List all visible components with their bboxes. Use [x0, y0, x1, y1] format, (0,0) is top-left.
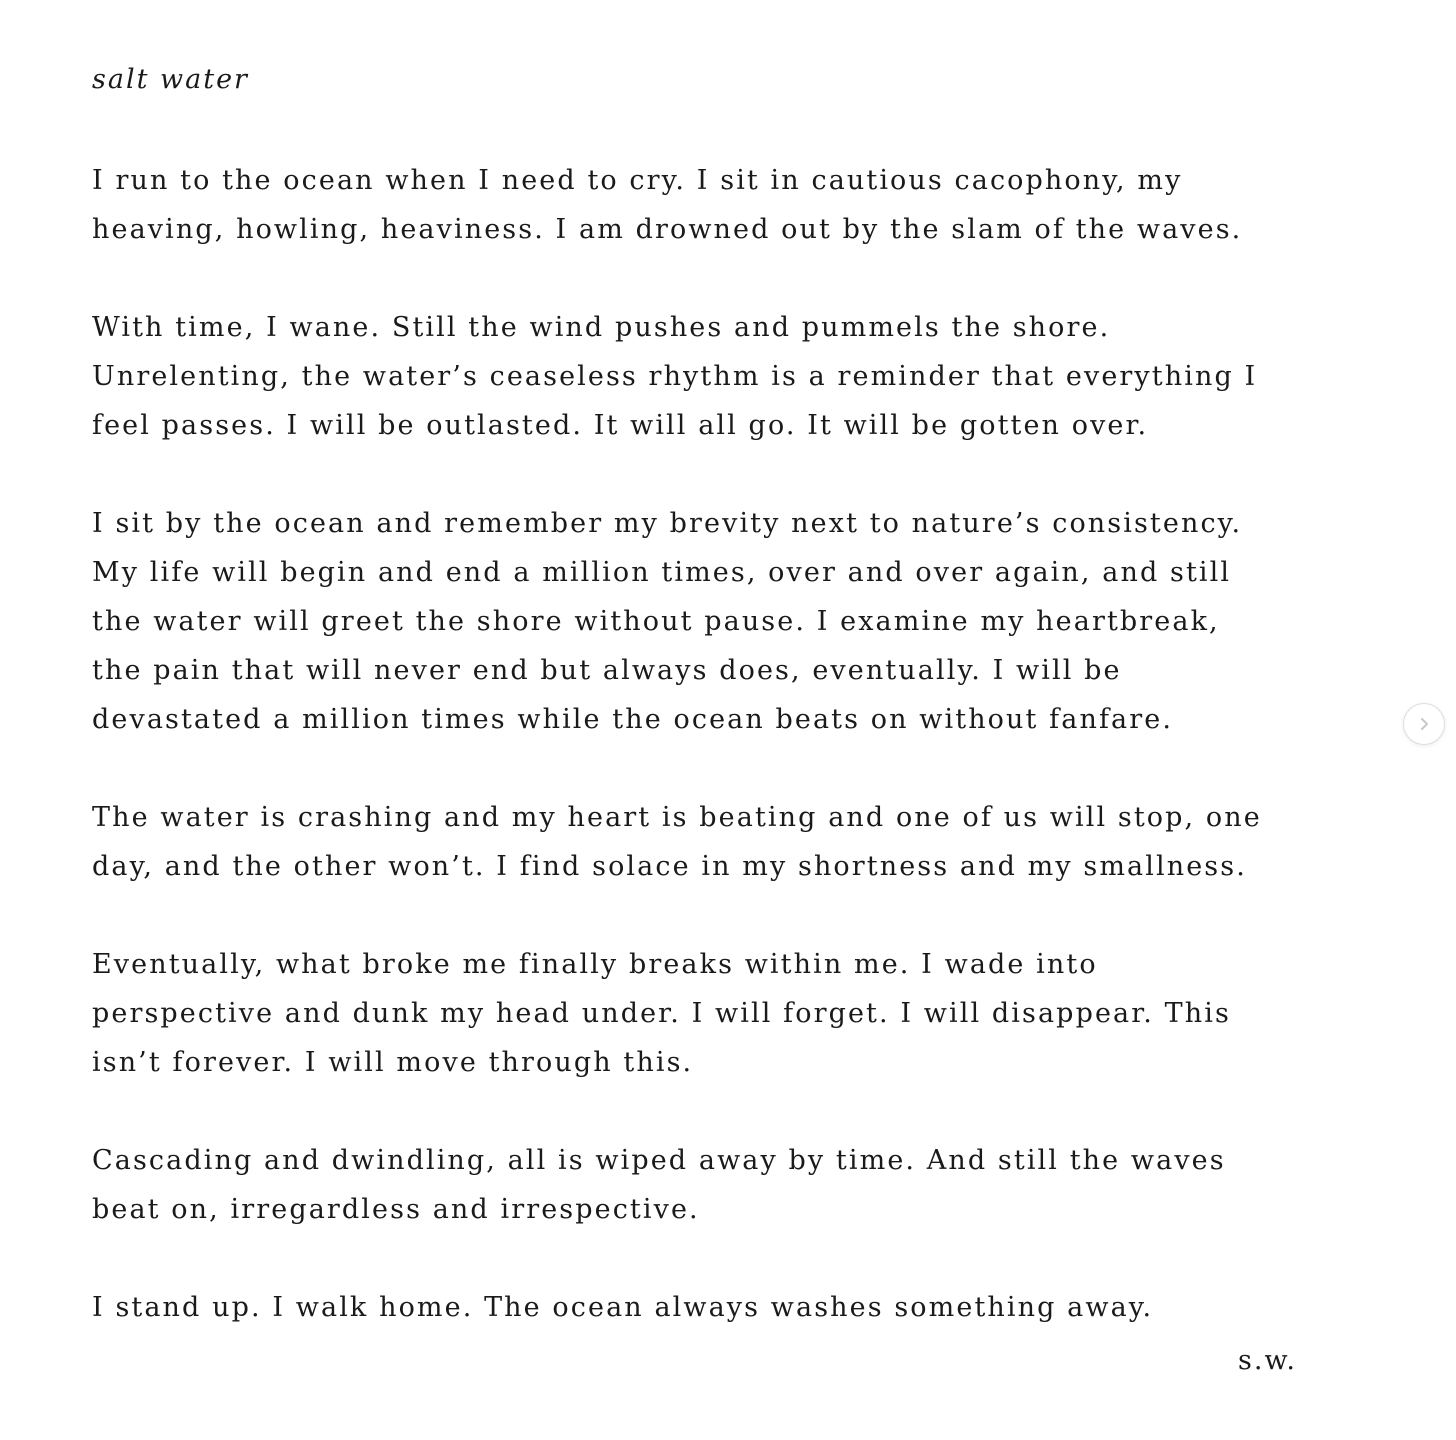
paragraph-line: the pain that will never end but always does, eventually. I will be: [92, 655, 1122, 686]
paragraph-line: beat on, irregardless and irrespective.: [92, 1194, 700, 1225]
paragraph-line: I run to the ocean when I need to cry. I sit in cautious cacophony, my: [92, 165, 1183, 196]
paragraph-line: perspective and dunk my head under. I will forget. I will disappear. This: [92, 998, 1231, 1029]
poem-body: [92, 156, 1392, 1381]
paragraph-line: Unrelenting, the water’s ceaseless rhythm is a reminder that everything I: [92, 361, 1258, 392]
poem-title: salt water: [92, 64, 249, 95]
chevron-right-icon: [1417, 717, 1431, 731]
paragraph-line: I sit by the ocean and remember my brevity next to nature’s consistency.: [92, 508, 1243, 539]
paragraph: [92, 499, 1392, 744]
poem-page: [92, 0, 1392, 1440]
paragraph-line: My life will begin and end a million times, over and over again, and still: [92, 557, 1232, 588]
carousel-next-button[interactable]: [1403, 703, 1445, 745]
signature: s.w.: [1238, 1345, 1297, 1376]
paragraph-line: heaving, howling, heaviness. I am drowned out by the slam of the waves.: [92, 214, 1243, 245]
paragraph-line: With time, I wane. Still the wind pushes and pummels the shore.: [92, 312, 1111, 343]
paragraph-line: The water is crashing and my heart is beating and one of us will stop, one: [92, 802, 1262, 833]
paragraph-line: the water will greet the shore without pause. I examine my heartbreak,: [92, 606, 1220, 637]
paragraph: [92, 1283, 1392, 1332]
paragraph-line: devastated a million times while the ocean beats on without fanfare.: [92, 704, 1173, 735]
paragraph: [92, 793, 1392, 891]
paragraph: [92, 940, 1392, 1087]
paragraph-line: Eventually, what broke me finally breaks within me. I wade into: [92, 949, 1098, 980]
paragraph-line: isn’t forever. I will move through this.: [92, 1047, 694, 1078]
paragraph-line: feel passes. I will be outlasted. It will all go. It will be gotten over.: [92, 410, 1149, 441]
paragraph-line: day, and the other won’t. I find solace in my shortness and my smallness.: [92, 851, 1247, 882]
paragraph: [92, 1136, 1392, 1234]
paragraph-line: Cascading and dwindling, all is wiped away by time. And still the waves: [92, 1145, 1226, 1176]
paragraph: [92, 303, 1392, 450]
paragraph: [92, 156, 1392, 254]
paragraph-line: I stand up. I walk home. The ocean always washes something away.: [92, 1292, 1154, 1323]
